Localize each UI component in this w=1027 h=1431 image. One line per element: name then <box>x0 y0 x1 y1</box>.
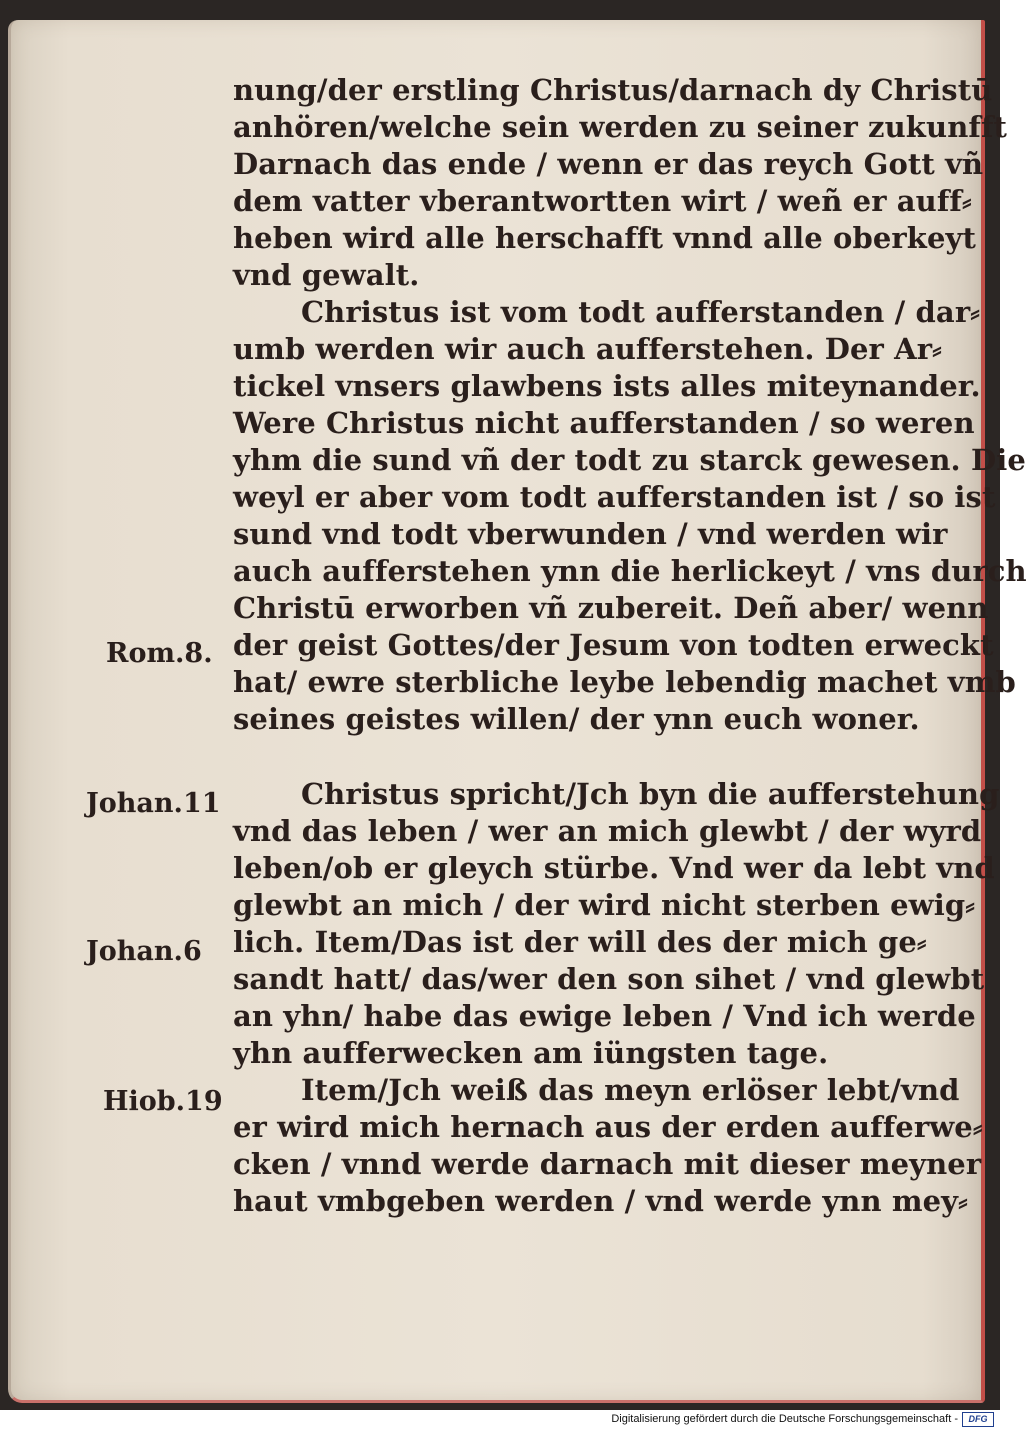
text-line: Item/Jch weiß das meyn erlöser lebt/vnd <box>301 1073 960 1107</box>
text-line: yhn aufferwecken am iüngsten tage. <box>233 1036 829 1070</box>
text-line: haut vmbgeben werden / vnd werde ynn mey⸗ <box>233 1184 968 1218</box>
text-line: anhören/welche sein werden zu seiner zukunfft <box>233 110 1008 144</box>
margin-note-johan-6: Johan.6 <box>86 936 202 967</box>
text-line: er wird mich hernach aus der erden aufferwe⸗ <box>233 1110 983 1144</box>
book-page <box>8 20 1027 1403</box>
text-line: an yhn/ habe das ewige leben / Vnd ich werde <box>233 999 976 1033</box>
text-line: heben wird alle herschafft vnnd alle oberkeyt <box>233 221 976 255</box>
text-line: seines geistes willen/ der ynn euch woner. <box>233 702 920 736</box>
text-line: umb werden wir auch aufferstehen. Der Ar⸗ <box>233 332 942 366</box>
footer-bar <box>0 1410 1000 1431</box>
text-line: tickel vnsers glawbens ists alles miteynander. <box>233 369 981 403</box>
text-line: sandt hatt/ das/wer den son sihet / vnd glewbt <box>233 962 985 996</box>
paragraph-gap <box>233 738 933 776</box>
text-line: vnd gewalt. <box>233 258 420 292</box>
text-line: cken / vnnd werde darnach mit dieser meyner <box>233 1147 982 1181</box>
text-line: glewbt an mich / der wird nicht sterben ewig⸗ <box>233 888 975 922</box>
text-line: Christū erworben vñ zubereit. Deñ aber/ wenn <box>233 591 989 625</box>
text-line: auch aufferstehen ynn die herlickeyt / vns durch <box>233 554 1027 588</box>
funding-credit: Digitalisierung gefördert durch die Deutsche Forschungsgemeinschaft - <box>611 1413 958 1425</box>
text-line: Were Christus nicht aufferstanden / so weren <box>233 406 975 440</box>
text-line: hat/ ewre sterbliche leybe lebendig machet vmb <box>233 665 1016 699</box>
margin-note-johan-11: Johan.11 <box>86 788 221 819</box>
text-line: nung/der erstling Christus/darnach dy Christū <box>233 73 993 107</box>
text-line: Christus spricht/Jch byn die aufferstehung <box>301 777 1000 811</box>
text-line: vnd das leben / wer an mich glewbt / der wyrd <box>233 814 982 848</box>
text-line: weyl er aber vom todt aufferstanden ist / so ist <box>233 480 996 514</box>
text-line: der geist Gottes/der Jesum von todten erweckt <box>233 628 994 662</box>
text-line: lich. Item/Das ist der will des der mich ge⸗ <box>233 925 927 959</box>
text-line: yhm die sund vñ der todt zu starck gewesen. Die <box>233 443 1026 477</box>
text-line: dem vatter vberantwortten wirt / weñ er auff⸗ <box>233 184 972 218</box>
page-body-text <box>233 72 1027 1220</box>
text-line: leben/ob er gleych stürbe. Vnd wer da lebt vnd <box>233 851 995 885</box>
text-line: Darnach das ende / wenn er das reych Gott vñ <box>233 147 984 181</box>
text-line: sund vnd todt vberwunden / vnd werden wir <box>233 517 948 551</box>
text-line: Christus ist vom todt aufferstanden / dar⸗ <box>301 295 980 329</box>
margin-note-rom: Rom.8. <box>106 638 213 669</box>
margin-note-hiob: Hiob.19 <box>103 1086 223 1117</box>
dfg-logo[interactable]: DFG <box>962 1412 994 1427</box>
